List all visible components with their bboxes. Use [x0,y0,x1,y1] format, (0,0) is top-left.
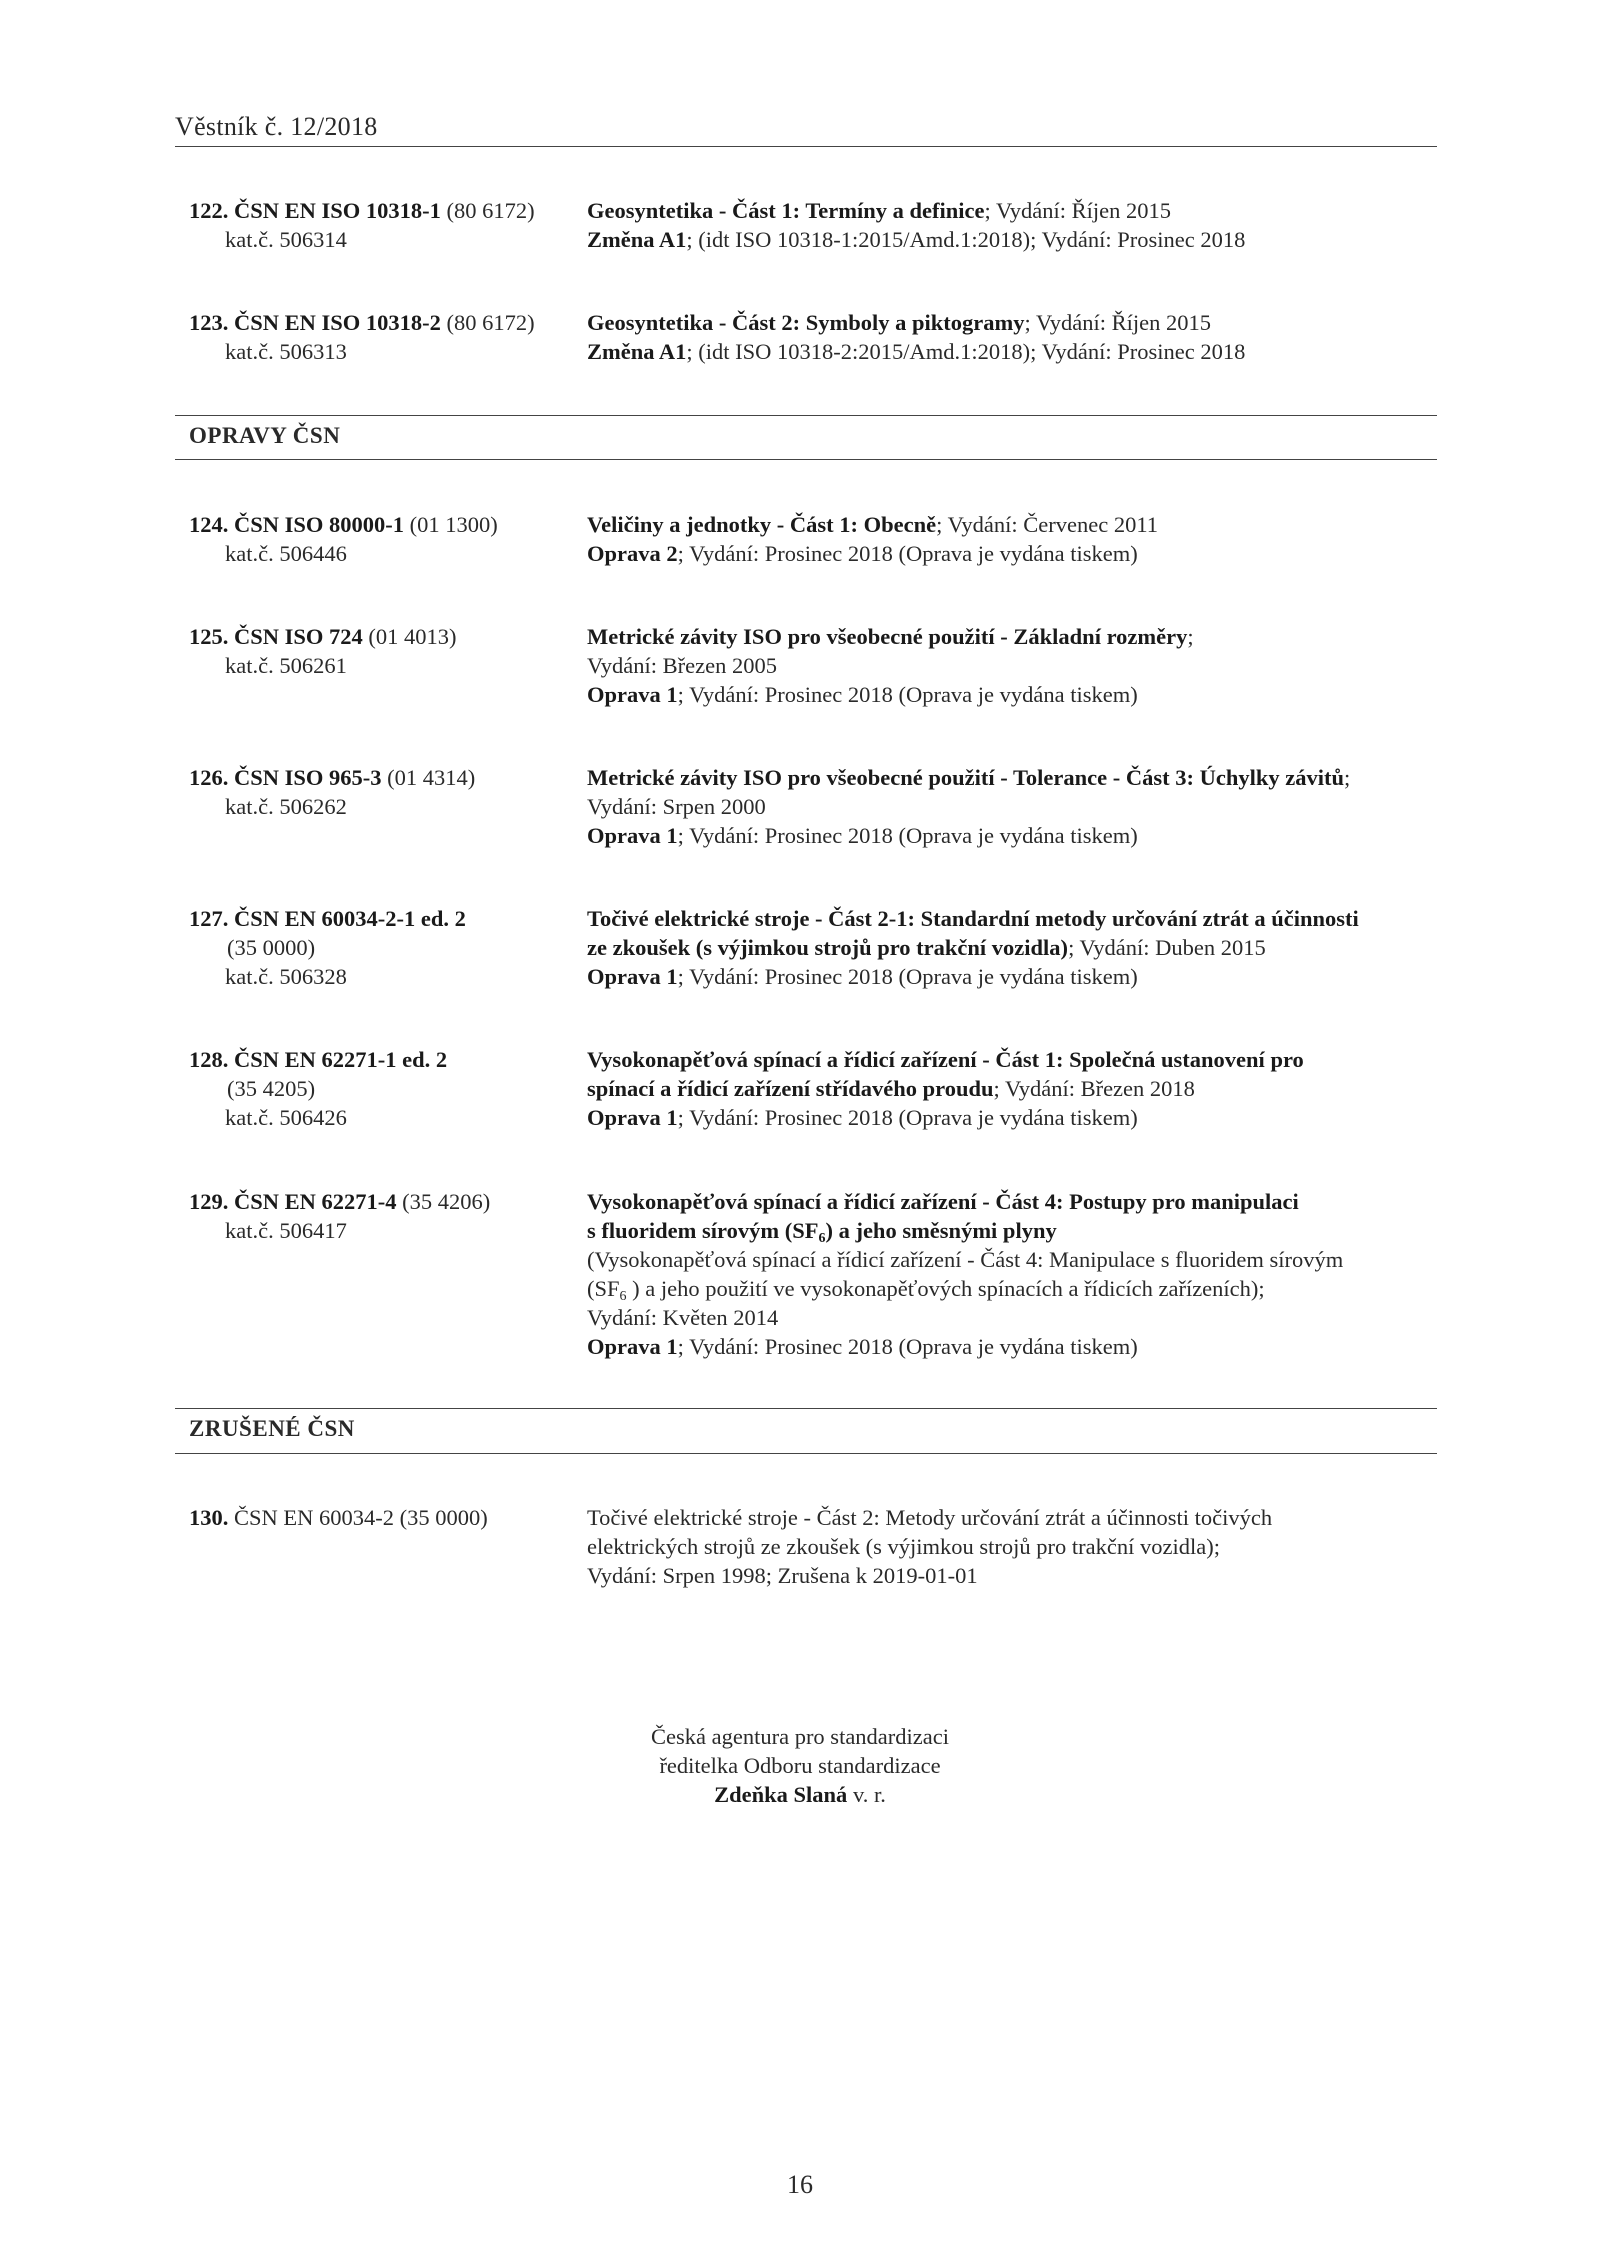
change-detail: ; (idt ISO 10318-2:2015/Amd.1:2018); Vydání: Prosinec 2018 [686,339,1246,364]
standard-code: ČSN EN 60034-2 (35 0000) [234,1505,488,1530]
standard-title: Geosyntetika - Část 2: Symboly a piktogramy [587,310,1025,335]
signature-role: ředitelka Odboru standardizace [659,1753,941,1778]
section-title-zrusene: ZRUŠENÉ ČSN [189,1416,355,1441]
standard-title: Metrické závity ISO pro všeobecné použití - Tolerance - Část 3: Úchylky závitů [587,765,1345,790]
correction-label: Oprava 1 [587,1105,678,1130]
standard-code: ČSN EN ISO 10318-2 [234,310,441,335]
standard-code: ČSN ISO 80000-1 [234,512,405,537]
entry-description [587,196,1447,254]
correction-label: Oprava 1 [587,823,678,848]
correction-detail: ; Vydání: Prosinec 2018 (Oprava je vydána tiskem) [677,964,1138,989]
catalog-number: kat.č. 506328 [225,964,347,989]
standard-title-continued: elektrických strojů ze zkoušek (s výjimkou strojů pro trakční vozidla); [587,1534,1220,1559]
catalog-number: kat.č. 506446 [225,541,347,566]
entry-description [587,1187,1447,1361]
entry-number: 125. [189,624,229,649]
entry-id [189,622,569,680]
standard-title-continued: s fluoridem sírovým (SF [587,1218,819,1243]
alt-title-continued-end: ) a jeho použití ve vysokonapěťových spínacích a řídicích zařízeních); [626,1276,1265,1301]
catalog-number: kat.č. 506426 [225,1105,347,1130]
entry-description [587,904,1447,991]
entry-number: 129. [189,1189,229,1214]
entry-id [189,1187,569,1245]
standard-title: Metrické závity ISO pro všeobecné použití - Základní rozměry [587,624,1188,649]
standard-title: Točivé elektrické stroje - Část 2: Metody určování ztrát a účinnosti točivých [587,1505,1273,1530]
withdrawal-date: Vydání: Srpen 1998; Zrušena k 2019-01-01 [587,1563,978,1588]
signature-organization: Česká agentura pro standardizaci [651,1724,949,1749]
entry-description [587,308,1447,366]
separator: ; [1187,624,1194,649]
page-header: Věstník č. 12/2018 [175,112,378,141]
standard-title: Veličiny a jednotky - Část 1: Obecně [587,512,937,537]
entry-description [587,622,1447,709]
section-rule-bottom [175,1453,1437,1454]
subscript: 6 [818,1231,826,1246]
alt-title-continued: (SF [587,1276,620,1301]
standard-title: Točivé elektrické stroje - Část 2-1: Standardní metody určování ztrát a účinnosti [587,906,1359,931]
alt-title: (Vysokonapěťová spínací a řídicí zařízení - Část 4: Manipulace s fluoridem sírovým [587,1247,1344,1272]
entry-description [587,1045,1447,1132]
classification: (01 1300) [409,512,498,537]
entry-number: 130. [189,1505,229,1530]
standard-code: ČSN ISO 724 [234,624,363,649]
entry-id [189,763,569,821]
correction-label: Oprava 2 [587,541,678,566]
entry-id [189,1503,569,1532]
issue-date: ; Vydání: Červenec 2011 [936,512,1158,537]
classification: (35 4205) [227,1076,316,1101]
issue-date: Vydání: Srpen 2000 [587,794,766,819]
entry-id [189,196,569,254]
classification: (80 6172) [446,198,535,223]
correction-label: Oprava 1 [587,1334,678,1359]
standard-title-continued: ze zkoušek (s výjimkou strojů pro trakční vozidla) [587,935,1069,960]
header-rule [175,146,1437,147]
entry-number: 128. [189,1047,229,1072]
section-rule-top [175,415,1437,416]
entry-id [189,904,569,991]
catalog-number: kat.č. 506262 [225,794,347,819]
standard-code: ČSN EN 62271-4 [234,1189,397,1214]
issue-date: Vydání: Květen 2014 [587,1305,779,1330]
entry-number: 123. [189,310,229,335]
signature-block [0,1722,1600,1809]
standard-title: Geosyntetika - Část 1: Termíny a definice [587,198,985,223]
signature-name: Zdeňka Slaná [714,1782,848,1807]
entry-number: 124. [189,512,229,537]
correction-detail: ; Vydání: Prosinec 2018 (Oprava je vydána tiskem) [677,682,1138,707]
entry-number: 127. [189,906,229,931]
standard-code: ČSN EN ISO 10318-1 [234,198,441,223]
entry-number: 122. [189,198,229,223]
catalog-number: kat.č. 506417 [225,1218,347,1243]
section-rule-bottom [175,459,1437,460]
entry-description [587,763,1447,850]
classification: (35 4206) [402,1189,491,1214]
change-label: Změna A1 [587,227,687,252]
change-label: Změna A1 [587,339,687,364]
separator: ; [1344,765,1351,790]
issue-date: ; Vydání: Říjen 2015 [1024,310,1211,335]
section-rule-top [175,1408,1437,1409]
correction-label: Oprava 1 [587,682,678,707]
subscript: 6 [619,1289,627,1304]
issue-date: ; Vydání: Říjen 2015 [984,198,1171,223]
catalog-number: kat.č. 506313 [225,339,347,364]
signature-suffix: v. r. [847,1782,886,1807]
classification: (01 4314) [387,765,476,790]
correction-detail: ; Vydání: Prosinec 2018 (Oprava je vydána tiskem) [677,823,1138,848]
standard-code: ČSN EN 62271-1 ed. 2 [234,1047,448,1072]
standard-code: ČSN EN 60034-2-1 ed. 2 [234,906,466,931]
entry-id [189,1045,569,1132]
change-detail: ; (idt ISO 10318-1:2015/Amd.1:2018); Vydání: Prosinec 2018 [686,227,1246,252]
catalog-number: kat.č. 506261 [225,653,347,678]
entry-description [587,1503,1447,1590]
classification: (80 6172) [446,310,535,335]
issue-date: Vydání: Březen 2005 [587,653,777,678]
entry-description [587,510,1447,568]
entry-number: 126. [189,765,229,790]
page-number: 16 [787,2170,813,2199]
issue-date: ; Vydání: Březen 2018 [993,1076,1195,1101]
correction-detail: ; Vydání: Prosinec 2018 (Oprava je vydána tiskem) [677,1105,1138,1130]
correction-detail: ; Vydání: Prosinec 2018 (Oprava je vydána tiskem) [677,541,1138,566]
standard-title-continued: spínací a řídicí zařízení střídavého proudu [587,1076,994,1101]
standard-title-continued-end: ) a jeho směsnými plyny [825,1218,1057,1243]
entry-id [189,510,569,568]
standard-title: Vysokonapěťová spínací a řídicí zařízení - Část 1: Společná ustanovení pro [587,1047,1304,1072]
standard-title: Vysokonapěťová spínací a řídicí zařízení - Část 4: Postupy pro manipulaci [587,1189,1299,1214]
issue-date: ; Vydání: Duben 2015 [1068,935,1266,960]
classification: (01 4013) [368,624,457,649]
correction-detail: ; Vydání: Prosinec 2018 (Oprava je vydána tiskem) [677,1334,1138,1359]
section-title-opravy: OPRAVY ČSN [189,423,341,448]
standard-code: ČSN ISO 965-3 [234,765,382,790]
entry-id [189,308,569,366]
catalog-number: kat.č. 506314 [225,227,347,252]
classification: (35 0000) [227,935,316,960]
correction-label: Oprava 1 [587,964,678,989]
